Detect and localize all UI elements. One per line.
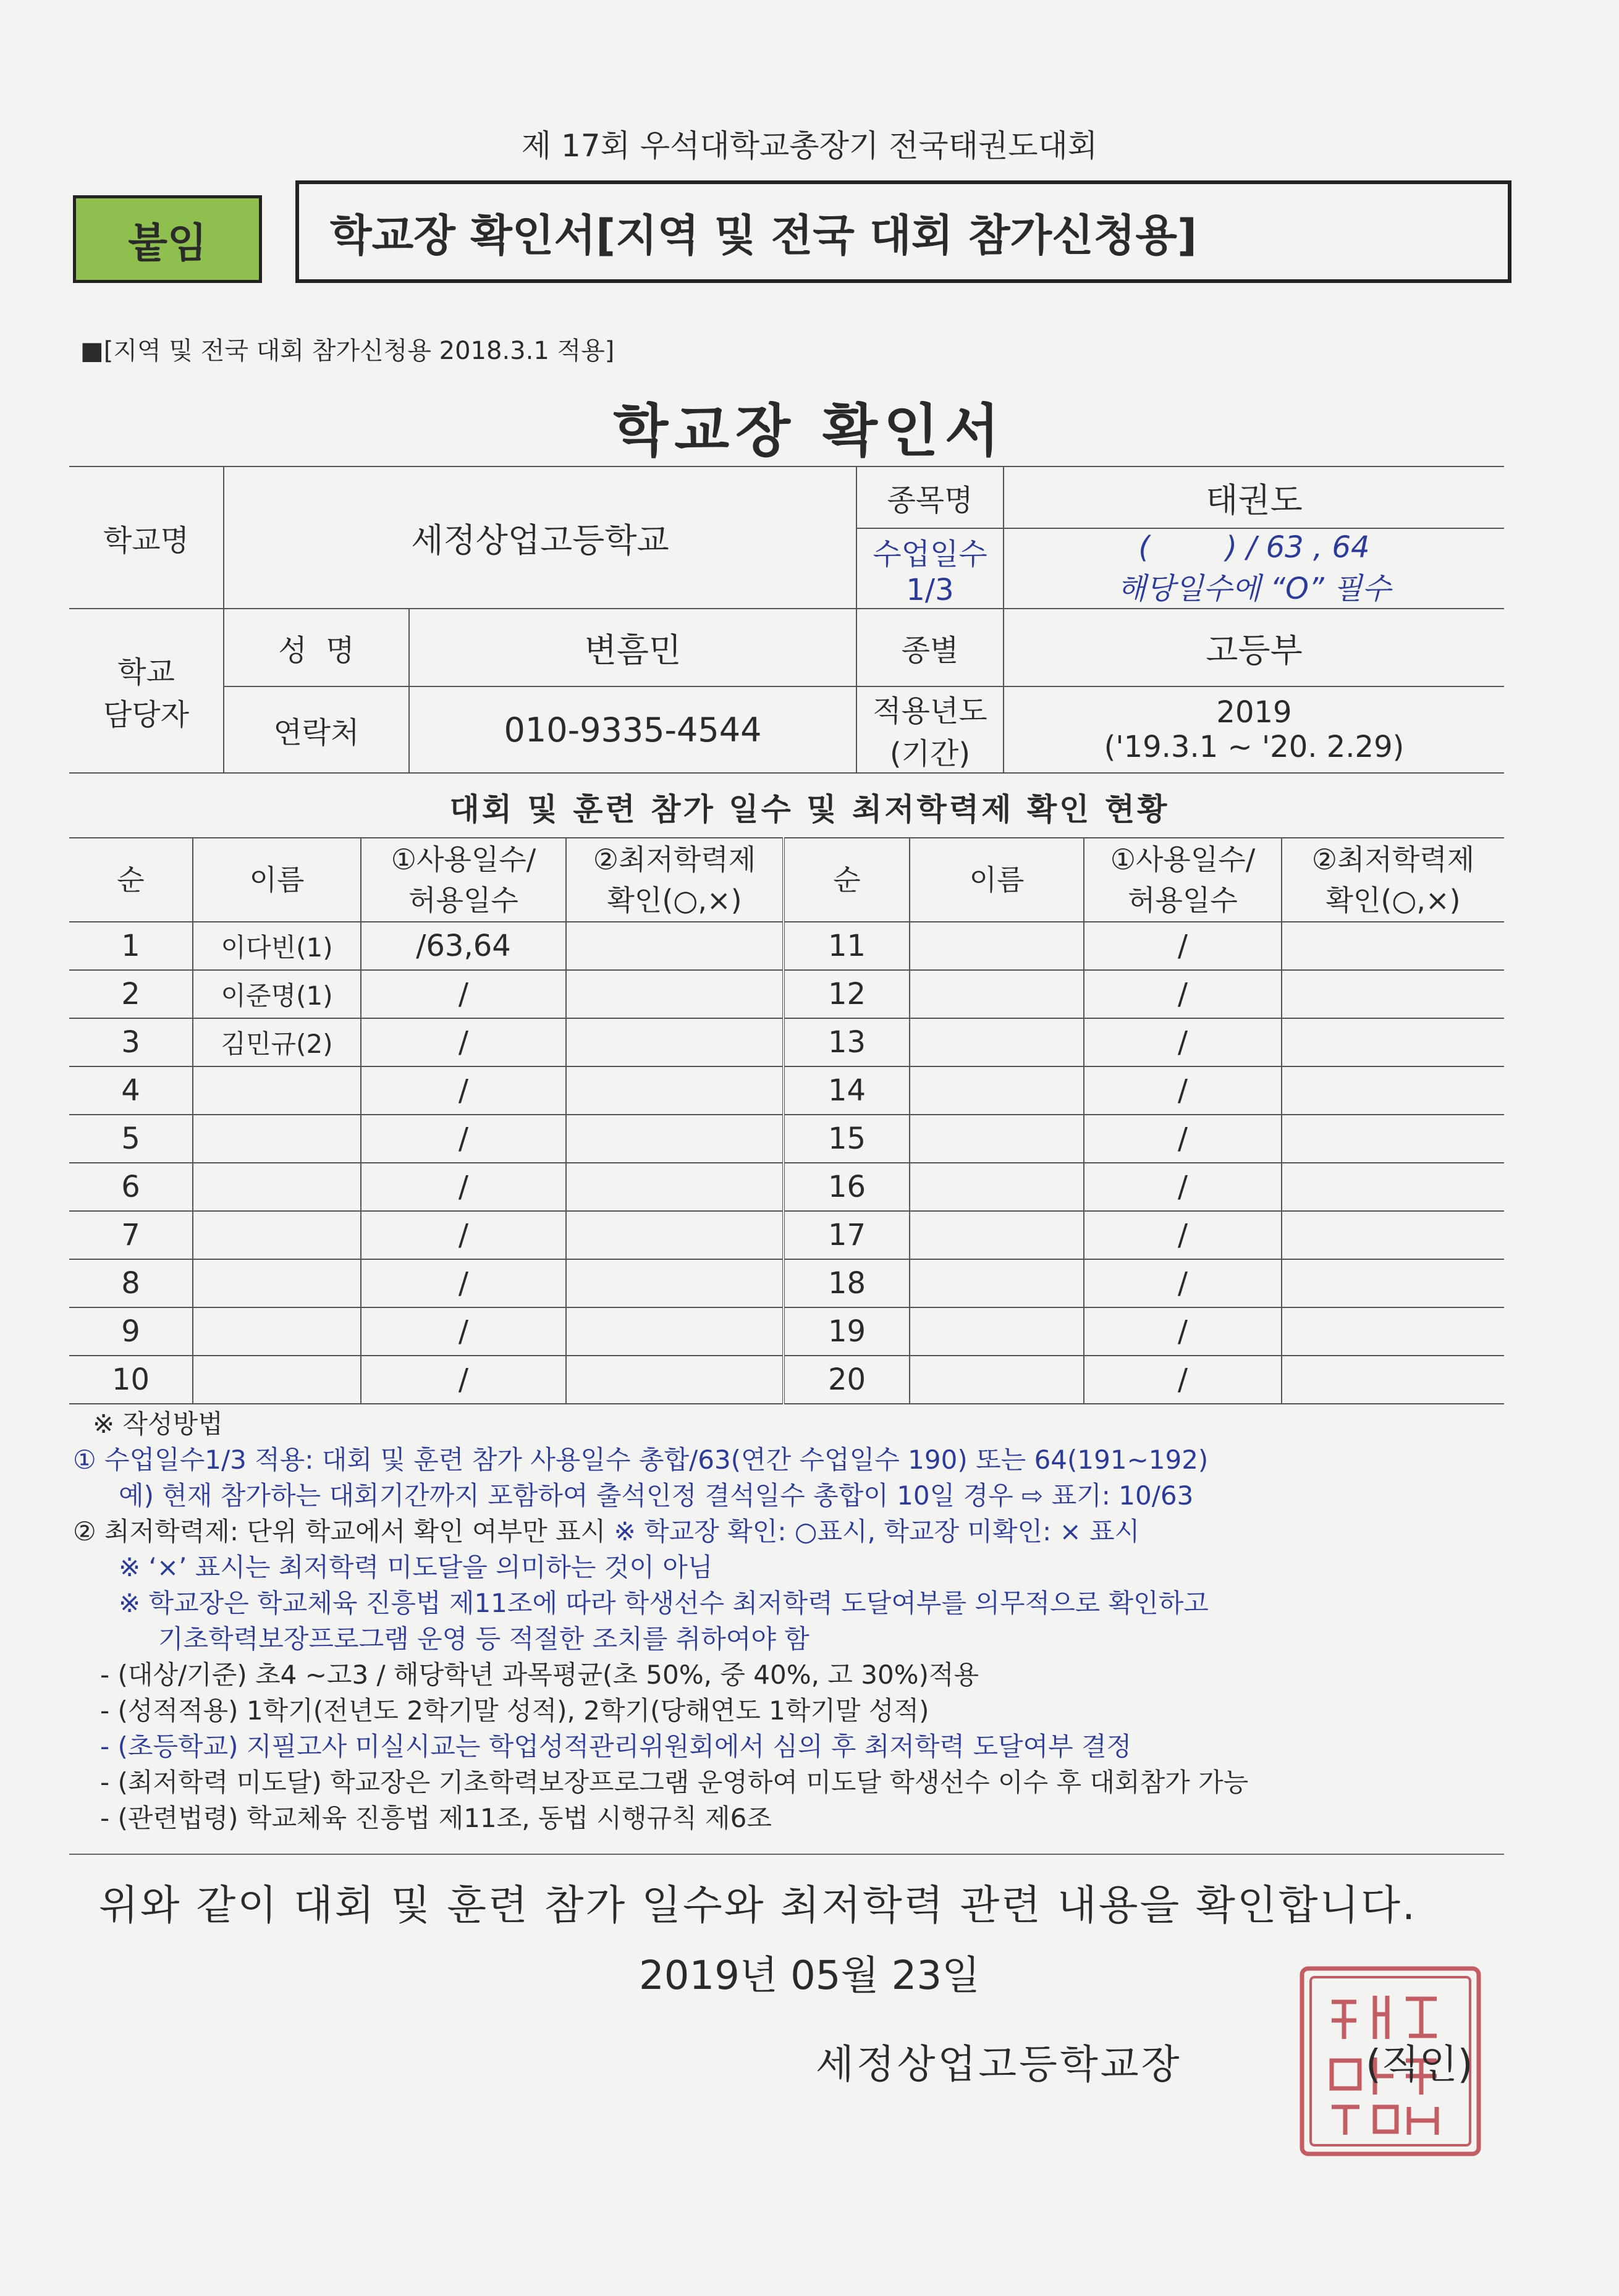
note-2a: ② 최저학력제: 단위 학교에서 확인 여부만 표시 [73,1516,606,1547]
row-min-check [566,1115,784,1163]
header-name: 이름 [193,838,361,922]
row-name [910,922,1084,970]
row-number: 8 [69,1259,193,1307]
row-name [910,1259,1084,1307]
contact-value: 010-9335-4544 [409,686,856,773]
year-value [1004,686,1504,773]
class-days-value-1: ( ) / 63 , 64 [1138,530,1370,565]
row-min-check [566,922,784,970]
row-number: 2 [69,970,193,1018]
name-label: 성 명 [224,609,409,686]
manager-label-2: 담당자 [103,698,190,732]
divider-line [69,1854,1504,1855]
attachment-badge: 붙임 [73,195,262,283]
row-min-check [1282,1066,1504,1115]
row-number: 19 [784,1307,910,1356]
table-row [69,1356,1504,1404]
row-number: 5 [69,1115,193,1163]
detail-5: - (관련법령) 학교체육 진흥법 제11조, 동법 시행규칙 제6조 [100,1803,772,1833]
event-label: 종목명 [856,466,1004,528]
year-label-1: 적용년도 [873,694,987,728]
row-min-check [566,1018,784,1066]
table-row [69,1018,1504,1066]
row-name [910,1115,1084,1163]
row-min-check [1282,1115,1504,1163]
row-days: / [361,970,566,1018]
row-days: / [1084,1356,1282,1404]
row-name: 김민규(2) [193,1018,361,1066]
table-row [69,1163,1504,1211]
row-min-check [1282,1163,1504,1211]
row-name [910,1163,1084,1211]
row-days: / [1084,1066,1282,1115]
row-days: / [361,1066,566,1115]
name-value: 변흠민 [409,609,856,686]
row-min-check [1282,1307,1504,1356]
row-number: 10 [69,1356,193,1404]
row-days: / [1084,1163,1282,1211]
row-min-check [566,1163,784,1211]
note-1b: 예) 현재 참가하는 대회기간까지 포함하여 출석인정 결석일수 총합이 10일 경우 ⇨ 표기: 10/63 [119,1480,1194,1511]
row-min-check [566,1066,784,1115]
school-label: 학교명 [69,466,224,609]
row-days: /63,64 [361,922,566,970]
header-days-1: ①사용일수/ [1110,843,1256,876]
row-number: 12 [784,970,910,1018]
manager-label [69,609,224,773]
form-title-box: 학교장 확인서[지역 및 전국 대회 참가신청용] [295,180,1511,283]
year-value-1: 2019 [1216,695,1292,730]
manager-label-1: 학교 [117,655,175,690]
row-days: / [361,1163,566,1211]
row-number: 9 [69,1307,193,1356]
row-name: 이준명(1) [193,970,361,1018]
row-days: / [361,1018,566,1066]
category-value: 고등부 [1004,609,1504,686]
row-min-check [1282,1356,1504,1404]
header-min [1282,838,1504,922]
header-no: 순 [69,838,193,922]
row-days: / [1084,922,1282,970]
row-min-check [566,1356,784,1404]
note-3: ※ ‘×’ 표시는 최저학력 미도달을 의미하는 것이 아님 [119,1552,713,1582]
document-title: 학교장 확인서 [613,398,1006,464]
row-number: 16 [784,1163,910,1211]
row-days: / [361,1211,566,1259]
seal-label: (직인) [1366,2042,1473,2088]
row-min-check [566,1211,784,1259]
info-table [69,466,1504,774]
apply-note: ■[지역 및 전국 대회 참가신청용 2018.3.1 적용] [80,337,615,365]
detail-3: - (초등학교) 지필고사 미실시교는 학업성적관리위원회에서 심의 후 최저학력 도달여부 결정 [100,1731,1132,1762]
class-days-label-2: 1/3 [906,572,954,607]
row-number: 17 [784,1211,910,1259]
event-title: 제 17회 우석대학교총장기 전국태권도대회 [521,128,1098,164]
row-name [910,1066,1084,1115]
row-name [910,970,1084,1018]
participation-table [69,837,1504,1404]
table-row [69,970,1504,1018]
class-days-value-2: 해당일수에 “O” 필수 [1117,571,1391,606]
class-days-value [1004,528,1504,609]
header-days [361,838,566,922]
row-name [193,1356,361,1404]
table-row [69,1115,1504,1163]
row-number: 15 [784,1115,910,1163]
row-name [910,1307,1084,1356]
year-label [856,686,1004,773]
row-number: 1 [69,922,193,970]
class-days-label-1: 수업일수 [873,536,987,572]
table-row [69,1259,1504,1307]
row-number: 11 [784,922,910,970]
header-name: 이름 [910,838,1084,922]
writing-notes [72,1406,1555,1836]
row-name [193,1259,361,1307]
note-1a: ① 수업일수1/3 적용: 대회 및 훈련 참가 사용일수 총합/63(연간 수업일수 190) 또는 64(191~192) [73,1445,1209,1475]
row-number: 14 [784,1066,910,1115]
note-4b: 기초학력보장프로그램 운영 등 적절한 조치를 취하여야 함 [158,1624,810,1654]
row-min-check [1282,1211,1504,1259]
row-days: / [1084,970,1282,1018]
notes-title: ※ 작성방법 [93,1409,223,1439]
table-row [69,1066,1504,1115]
row-number: 3 [69,1018,193,1066]
row-name [193,1066,361,1115]
row-days: / [1084,1115,1282,1163]
row-min-check [566,1307,784,1356]
event-value: 태권도 [1004,466,1504,528]
row-min-check [1282,922,1504,970]
row-name [193,1115,361,1163]
row-name [910,1018,1084,1066]
header-days [1084,838,1282,922]
header-min-2: 확인(○,×) [607,884,742,917]
row-number: 13 [784,1018,910,1066]
signer-name: 세정상업고등학교장 [816,2042,1182,2088]
row-days: / [361,1115,566,1163]
row-number: 4 [69,1066,193,1115]
row-min-check [1282,1018,1504,1066]
row-name: 이다빈(1) [193,922,361,970]
section-title: 대회 및 훈련 참가 일수 및 최저학력제 확인 현황 [449,791,1170,827]
row-name [193,1163,361,1211]
row-number: 6 [69,1163,193,1211]
row-days: / [1084,1307,1282,1356]
table-row [69,1307,1504,1356]
header-min-1: ②최저학력제 [1311,843,1475,876]
row-days: / [361,1307,566,1356]
participation-header-row [69,838,1504,922]
row-number: 18 [784,1259,910,1307]
note-4a: ※ 학교장은 학교체육 진흥법 제11조에 따라 학생선수 최저학력 도달여부를 의무적으로 확인하고 [119,1588,1209,1618]
header-min-2: 확인(○,×) [1325,884,1461,917]
row-days: / [1084,1211,1282,1259]
header-min [566,838,784,922]
row-number: 7 [69,1211,193,1259]
header-min-1: ②최저학력제 [593,843,756,876]
school-name: 세정상업고등학교 [224,466,856,609]
header-days-2: 허용일수 [1128,884,1238,917]
row-name [910,1211,1084,1259]
row-min-check [566,1259,784,1307]
year-label-2: (기간) [889,736,971,771]
row-min-check [566,970,784,1018]
confirmation-date: 2019년 05월 23일 [639,1953,980,1999]
header-days-1: ①사용일수/ [391,843,536,876]
year-value-2: ('19.3.1 ~ '20. 2.29) [1104,730,1405,764]
note-2 [73,1514,1555,1550]
row-name [910,1356,1084,1404]
category-label: 종별 [856,609,1004,686]
row-min-check [1282,970,1504,1018]
note-2b: ※ 학교장 확인: ○표시, 학교장 미확인: × 표시 [606,1516,1140,1547]
header-days-2: 허용일수 [408,884,518,917]
row-days: / [361,1259,566,1307]
row-name [193,1307,361,1356]
detail-1: - (대상/기준) 초4 ~고3 / 해당학년 과목평균(초 50%, 중 40%, 고 30%)적용 [100,1660,979,1690]
row-number: 20 [784,1356,910,1404]
detail-4: - (최저학력 미도달) 학교장은 기초학력보장프로그램 운영하여 미도달 학생선수 이수 후 대회참가 가능 [100,1767,1249,1797]
row-name [193,1211,361,1259]
header-no: 순 [784,838,910,922]
confirmation-statement: 위와 같이 대회 및 훈련 참가 일수와 최저학력 관련 내용을 확인합니다. [99,1881,1417,1929]
detail-2: - (성적적용) 1학기(전년도 2학기말 성적), 2학기(당해연도 1학기말 성적) [100,1695,929,1726]
contact-label: 연락처 [224,686,409,773]
row-days: / [361,1356,566,1404]
table-row [69,922,1504,970]
row-days: / [1084,1259,1282,1307]
row-days: / [1084,1018,1282,1066]
row-min-check [1282,1259,1504,1307]
class-days-label [856,528,1004,609]
table-row [69,1211,1504,1259]
